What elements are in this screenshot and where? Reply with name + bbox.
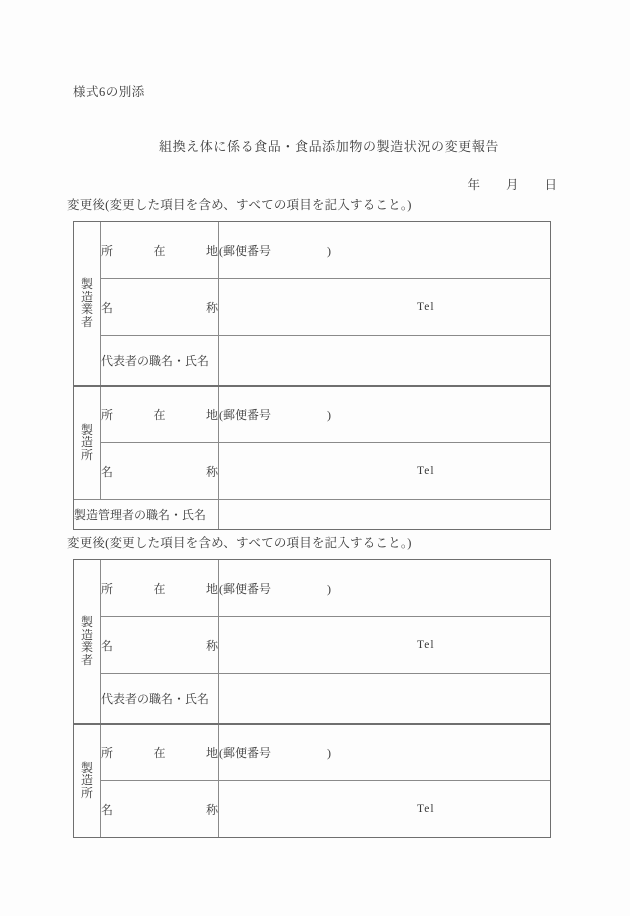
row-label-name: [101, 617, 219, 674]
group-char: 製: [80, 422, 93, 437]
label-char: 在: [153, 407, 166, 422]
label-char: 地: [205, 581, 218, 596]
group-char: 所: [80, 786, 93, 801]
date-month-label: 月: [505, 178, 519, 192]
row-label-name: [101, 279, 219, 336]
label-char: 称: [205, 300, 218, 315]
field-address-factory[interactable]: [219, 386, 551, 443]
group-char: 業: [80, 640, 93, 655]
form-code: 様式6の別添: [73, 85, 145, 99]
field-address-factory[interactable]: [219, 724, 551, 781]
label-char: 在: [153, 243, 166, 258]
row-label-representative: 代表者の職名・氏名: [101, 336, 219, 386]
label-char: 称: [205, 638, 218, 653]
label-char: 在: [153, 745, 166, 760]
table-row: [74, 781, 551, 838]
label-char: 名: [101, 638, 114, 653]
group-label-factory: [74, 386, 101, 500]
page-title: 組換え体に係る食品・食品添加物の製造状況の変更報告: [158, 139, 499, 154]
row-label-address: [101, 386, 219, 443]
field-name-factory[interactable]: [219, 443, 551, 500]
label-char: 地: [205, 407, 218, 422]
table-row: [74, 386, 551, 443]
table-after-change-1: [73, 221, 551, 530]
group-char: 製: [80, 277, 93, 292]
group-char: 造: [80, 627, 93, 642]
label-char: 地: [205, 243, 218, 258]
group-label-manufacturer: [74, 560, 101, 724]
group-char: 者: [80, 314, 93, 329]
field-representative[interactable]: [219, 674, 551, 724]
postal-code-close: ): [327, 581, 331, 596]
group-char: 造: [80, 773, 93, 788]
group-char: 造: [80, 289, 93, 304]
label-char: 所: [101, 243, 114, 258]
label-char: 称: [205, 464, 218, 479]
group-char: 業: [80, 302, 93, 317]
field-production-manager[interactable]: [219, 500, 551, 530]
field-address-manufacturer[interactable]: [219, 222, 551, 279]
table-after-change-2: [73, 559, 551, 838]
table-row: [74, 674, 551, 724]
table-row: [74, 443, 551, 500]
date-day-label: 日: [544, 178, 557, 192]
postal-code-close: ): [327, 407, 331, 422]
table-row: [74, 500, 551, 530]
section-note-1: 変更後(変更した項目を含め、すべての項目を記入すること。): [67, 198, 412, 212]
group-char: 造: [80, 435, 93, 450]
tel-label: Tel: [417, 301, 435, 313]
section-note-2: 変更後(変更した項目を含め、すべての項目を記入すること。): [67, 536, 412, 550]
group-label-factory: [74, 724, 101, 838]
date-year-label: 年: [467, 178, 480, 192]
group-char: 所: [80, 448, 93, 463]
field-name-manufacturer[interactable]: [219, 279, 551, 336]
label-char: 在: [153, 581, 166, 596]
row-label-address: [101, 222, 219, 279]
field-address-manufacturer[interactable]: [219, 560, 551, 617]
field-name-manufacturer[interactable]: [219, 617, 551, 674]
table-row: [74, 560, 551, 617]
label-char: 称: [205, 802, 218, 817]
tel-label: Tel: [417, 803, 435, 815]
table-row: [74, 222, 551, 279]
label-char: 名: [101, 300, 114, 315]
table-row: [74, 724, 551, 781]
row-label-name: [101, 781, 219, 838]
row-label-address: [101, 560, 219, 617]
postal-code-open: (郵便番号: [219, 581, 271, 596]
label-char: 所: [101, 745, 114, 760]
postal-code-close: ): [327, 243, 331, 258]
table-row: [74, 617, 551, 674]
label-char: 地: [205, 745, 218, 760]
tel-label: Tel: [417, 639, 435, 651]
row-label-name: [101, 443, 219, 500]
label-char: 所: [101, 407, 114, 422]
postal-code-open: (郵便番号: [219, 407, 271, 422]
group-char: 製: [80, 760, 93, 775]
row-label-representative: 代表者の職名・氏名: [101, 674, 219, 724]
date-line: [467, 175, 557, 193]
row-label-address: [101, 724, 219, 781]
postal-code-open: (郵便番号: [219, 745, 271, 760]
label-char: 名: [101, 464, 114, 479]
group-label-manufacturer: [74, 222, 101, 386]
postal-code-open: (郵便番号: [219, 243, 271, 258]
group-char: 製: [80, 615, 93, 630]
label-char: 名: [101, 802, 114, 817]
group-char: 者: [80, 652, 93, 667]
postal-code-close: ): [327, 745, 331, 760]
tel-label: Tel: [417, 465, 435, 477]
label-char: 所: [101, 581, 114, 596]
row-label-production-manager: 製造管理者の職名・氏名: [74, 500, 219, 530]
field-representative[interactable]: [219, 336, 551, 386]
field-name-factory[interactable]: [219, 781, 551, 838]
table-row: [74, 336, 551, 386]
table-row: [74, 279, 551, 336]
